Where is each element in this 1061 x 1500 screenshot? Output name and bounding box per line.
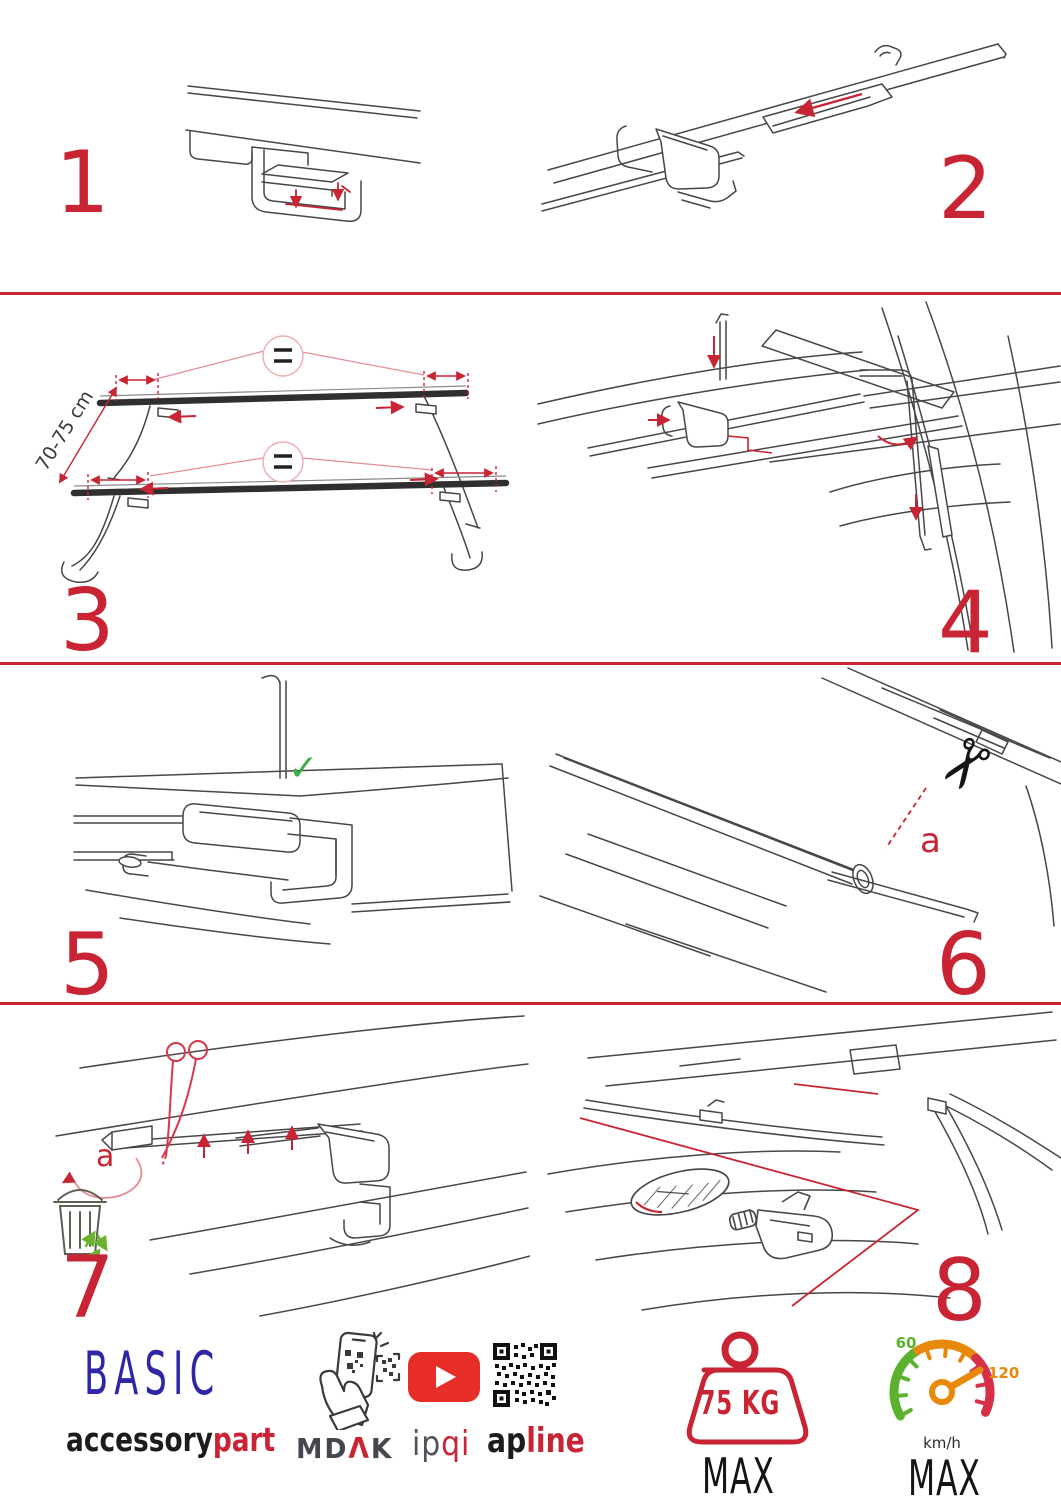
brand-prefix: accessory: [66, 1420, 213, 1459]
youtube-icon: [408, 1352, 480, 1402]
step-5-number: 5: [60, 915, 115, 1015]
cut-label: a: [96, 1139, 115, 1174]
scissors-outline-icon: [162, 1041, 207, 1166]
qr-code-icon: [492, 1342, 558, 1408]
gauge-low-tick: 60: [895, 1334, 917, 1352]
step-4-number: 4: [938, 573, 993, 673]
play-icon: [436, 1366, 456, 1388]
step-8-number: 8: [932, 1241, 987, 1341]
video-brand-prefix: ip: [412, 1424, 442, 1464]
step-2-number: 2: [938, 139, 993, 239]
scan-brand-accent: Λ: [348, 1432, 371, 1465]
measurement-label: 70-75 cm: [31, 386, 99, 475]
step-1-number: 1: [55, 133, 110, 233]
cut-label: a: [920, 821, 941, 861]
speedometer-icon: [880, 1332, 1040, 1458]
step-3-number: 3: [60, 571, 115, 671]
gauge-unit: km/h: [923, 1434, 961, 1452]
video-brand-wordmark: [412, 1424, 470, 1464]
scan-brand-wordmark: [296, 1432, 393, 1465]
qr-brand-accent: line: [526, 1421, 585, 1461]
equals-badge: [263, 336, 303, 376]
section-divider-1: [0, 292, 1061, 295]
video-brand-accent: qi: [441, 1424, 471, 1464]
brand-wordmark: [66, 1420, 275, 1459]
product-line-logo: BASIC: [84, 1340, 221, 1409]
step-6-number: 6: [936, 915, 991, 1015]
scan-brand-suffix: K: [370, 1432, 394, 1465]
check-icon: ✓: [288, 748, 319, 789]
section-divider-3: [0, 1002, 1061, 1005]
load-value: 75 KG: [699, 1383, 781, 1422]
qr-brand-wordmark: [487, 1421, 585, 1461]
qr-brand-prefix: ap: [487, 1421, 527, 1461]
phone-scan-icon: [312, 1330, 402, 1430]
scissors-icon: ✂: [917, 718, 1012, 809]
load-max-label: MAX: [702, 1448, 775, 1500]
speed-max-label: MAX: [908, 1450, 981, 1500]
scan-brand-prefix: MD: [296, 1432, 349, 1465]
gauge-high-tick: 120: [988, 1364, 1020, 1382]
section-divider-2: [0, 662, 1061, 665]
step-7-number: 7: [60, 1238, 115, 1338]
weight-icon: [666, 1330, 814, 1448]
brand-accent: part: [212, 1420, 276, 1459]
equals-badge: [263, 442, 303, 482]
